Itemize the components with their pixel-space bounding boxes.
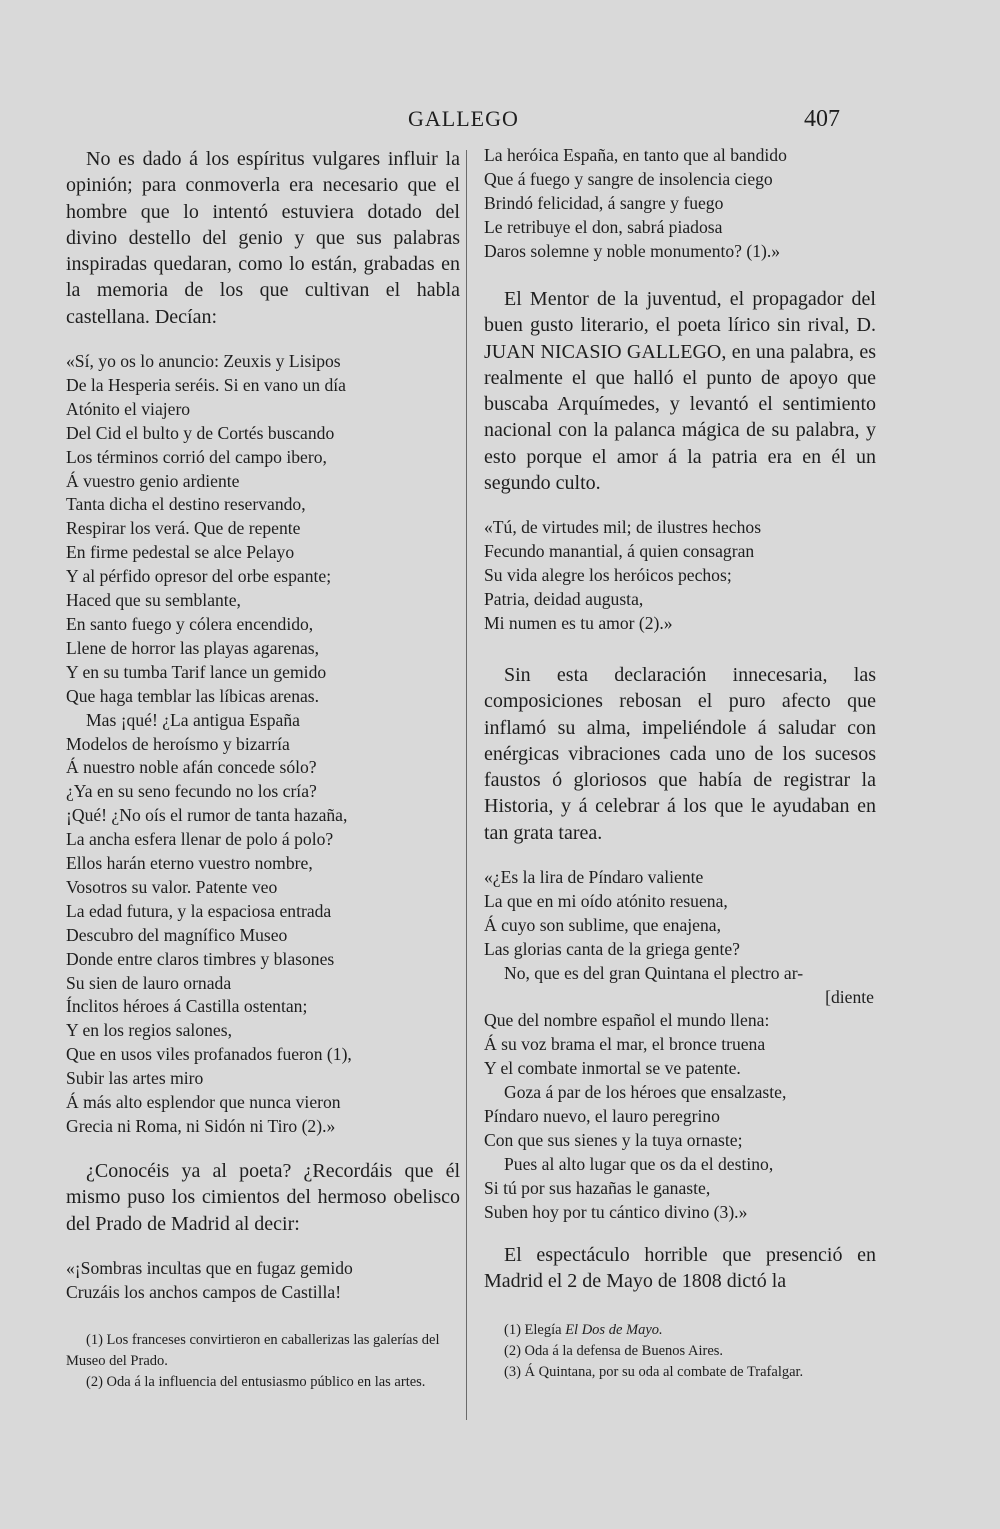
footnote	[484, 1320, 876, 1341]
verse-line: Mas ¡qué! ¿La antigua España	[86, 709, 300, 730]
verse-line: ¡Qué! ¿No oís el rumor de tanta hazaña,	[66, 805, 348, 826]
right-paragraph-3	[484, 1242, 876, 1295]
left-footnotes	[66, 1330, 460, 1393]
verse-line: Pues al alto lugar que os da el destino,	[504, 1153, 774, 1174]
verse-line: Tanta dicha el destino reservando,	[66, 494, 306, 515]
verse-line: Fecundo manantial, á quien consagran	[484, 540, 755, 561]
verse-line: «¡Sombras incultas que en fugaz gemido	[66, 1258, 353, 1278]
right-paragraph-3-text: El espectáculo horrible que presenció en Madrid el 2 de Mayo de 1808 dictó la	[484, 1244, 876, 1293]
left-intro-paragraph	[66, 146, 460, 330]
verse-line: ¿Ya en su seno fecundo no los cría?	[66, 781, 317, 802]
verse-line: Á más alto esplendor que nunca vieron	[66, 1092, 341, 1113]
verse-line: En santo fuego y cólera encendido,	[66, 613, 314, 634]
footnote: (2) Oda á la influencia del entusiasmo público en las artes.	[86, 1374, 426, 1390]
verse-line: Á vuestro genio ardiente	[66, 470, 240, 491]
verse-line: [diente	[825, 986, 874, 1007]
verse-line: Grecia ni Roma, ni Sidón ni Tiro (2).»	[66, 1116, 336, 1136]
left-middle-paragraph	[66, 1158, 460, 1237]
verse-line: «Tú, de virtudes mil; de ilustres hechos	[484, 517, 762, 537]
left-intro-text: No es dado á los espíritus vulgares influir la opinión; para conmoverla era necesario que el hombre que lo intentó estuviera dotado del divino destello del genio y que sus palabras inspiradas quedaran, como lo están, grabadas en la memoria de los que cultivan el habla castellana. Decían:	[66, 148, 460, 328]
verse-line: Que haga temblar las líbicas arenas.	[66, 685, 320, 706]
verse-line: Los términos corrió del campo ibero,	[66, 446, 327, 467]
verse-line: Las glorias canta de la griega gente?	[484, 938, 740, 959]
verse-line: Y en los regios salones,	[66, 1020, 232, 1041]
verse-line: Y en su tumba Tarif lance un gemido	[66, 661, 327, 682]
verse-line: Si tú por sus hazañas le ganaste,	[484, 1177, 711, 1198]
right-paragraph-2-text: Sin esta declaración innecesaria, las composiciones rebosan el puro afecto que inflamó su alma, impeliéndole á saludar con enérgicas vibraciones cada uno de los sucesos faustos ó gloriosos que había de registrar la Historia, y á celebrar á los que le ayudaban en tan grata tarea.	[484, 664, 876, 844]
verse-line: Atónito el viajero	[66, 398, 191, 419]
right-poem-3	[484, 516, 876, 636]
verse-line: Brindó felicidad, á sangre y fuego	[484, 192, 724, 213]
verse-line: Píndaro nuevo, el lauro peregrino	[484, 1106, 720, 1127]
verse-line: Daros solemne y noble monumento? (1).»	[484, 240, 781, 261]
verse-line: Respirar los verá. Que de repente	[66, 518, 301, 539]
verse-line: Del Cid el bulto y de Cortés buscando	[66, 422, 335, 443]
verse-line: Descubro del magnífico Museo	[66, 924, 288, 945]
verse-line: Que en usos viles profanados fueron (1),	[66, 1044, 352, 1065]
verse-line: La edad futura, y la espaciosa entrada	[66, 900, 332, 921]
verse-line: Modelos de heroísmo y bizarría	[66, 733, 290, 754]
right-paragraph-1-text: El Mentor de la juventud, el propagador del buen gusto literario, el poeta lírico sin rival, D. JUAN NICASIO GALLEGO, en una palabra, es realmente el que halló el punto de apoyo que buscaba Arquímedes, y levantó el sentimiento nacional con la palanca mágica de su palabra, y esto porque el amor á la patria era en él un segundo culto.	[484, 288, 876, 495]
verse-line: Que á fuego y sangre de insolencia ciego	[484, 168, 773, 189]
verse-line: Haced que su semblante,	[66, 590, 241, 611]
footnote: (3) Á Quintana, por su oda al combate de Trafalgar.	[504, 1364, 804, 1380]
verse-line: Donde entre claros timbres y blasones	[66, 948, 335, 969]
footnote: (2) Oda á la defensa de Buenos Aires.	[504, 1343, 724, 1359]
verse-line: La heróica España, en tanto que al bandido	[484, 145, 787, 165]
verse-line: La ancha esfera llenar de polo á polo?	[66, 829, 334, 850]
verse-line: De la Hesperia seréis. Si en vano un día	[66, 374, 346, 395]
verse-line: Á su voz brama el mar, el bronce truena	[484, 1034, 766, 1055]
verse-line: «Sí, yo os lo anuncio: Zeuxis y Lisipos	[66, 351, 341, 371]
right-paragraph-2	[484, 662, 876, 846]
footnote-work-title: El Dos de Mayo.	[565, 1322, 663, 1338]
verse-line: «¿Es la lira de Píndaro valiente	[484, 867, 704, 887]
right-paragraph-1	[484, 286, 876, 496]
verse-line: Que del nombre español el mundo llena:	[484, 1010, 770, 1031]
verse-line: Cruzáis los anchos campos de Castilla!	[66, 1281, 342, 1302]
right-poem-4	[484, 866, 876, 1225]
verse-line: Y el combate inmortal se ve patente.	[484, 1058, 741, 1079]
verse-line: Subir las artes miro	[66, 1068, 204, 1089]
left-poem-2	[66, 1257, 460, 1305]
verse-line: Y al pérfido opresor del orbe espante;	[66, 566, 332, 587]
verse-line: Su sien de lauro ornada	[66, 972, 232, 993]
right-footnotes	[484, 1320, 876, 1383]
verse-line: Patria, deidad augusta,	[484, 588, 644, 609]
verse-line: En firme pedestal se alce Pelayo	[66, 542, 295, 563]
verse-line: Ínclitos héroes á Castilla ostentan;	[66, 996, 308, 1017]
verse-line: Suben hoy por tu cántico divino (3).»	[484, 1201, 748, 1222]
verse-line: Su vida alegre los heróicos pechos;	[484, 564, 732, 585]
verse-line: La que en mi oído atónito resuena,	[484, 890, 728, 911]
verse-line: Á cuyo son sublime, que enajena,	[484, 914, 721, 935]
verse-line: Vosotros su valor. Patente veo	[66, 876, 278, 897]
left-poem-1	[66, 350, 460, 1139]
page-number: 407	[804, 106, 840, 132]
column-divider	[466, 150, 467, 1420]
verse-line: Á nuestro noble afán concede sólo?	[66, 757, 317, 778]
footnote: (1) Los franceses convirtieron en caballerizas las galerías del Museo del Prado.	[66, 1332, 440, 1369]
verse-line: Llene de horror las playas agarenas,	[66, 637, 320, 658]
verse-line: Le retribuye el don, sabrá piadosa	[484, 216, 723, 237]
verse-line: Goza á par de los héroes que ensalzaste,	[504, 1082, 787, 1103]
right-poem-continuation	[484, 144, 876, 264]
verse-line: Ellos harán eterno vuestro nombre,	[66, 853, 313, 874]
left-middle-text: ¿Conocéis ya al poeta? ¿Recordáis que él mismo puso los cimientos del hermoso obelisco del Prado de Madrid al decir:	[66, 1160, 460, 1235]
verse-line: Con que sus sienes y la tuya ornaste;	[484, 1129, 743, 1150]
verse-line: Mi numen es tu amor (2).»	[484, 612, 673, 633]
footnote-prefix: (1) Elegía	[504, 1322, 562, 1338]
verse-line: No, que es del gran Quintana el plectro ar-	[504, 962, 804, 983]
running-header-title: GALLEGO	[408, 106, 519, 131]
